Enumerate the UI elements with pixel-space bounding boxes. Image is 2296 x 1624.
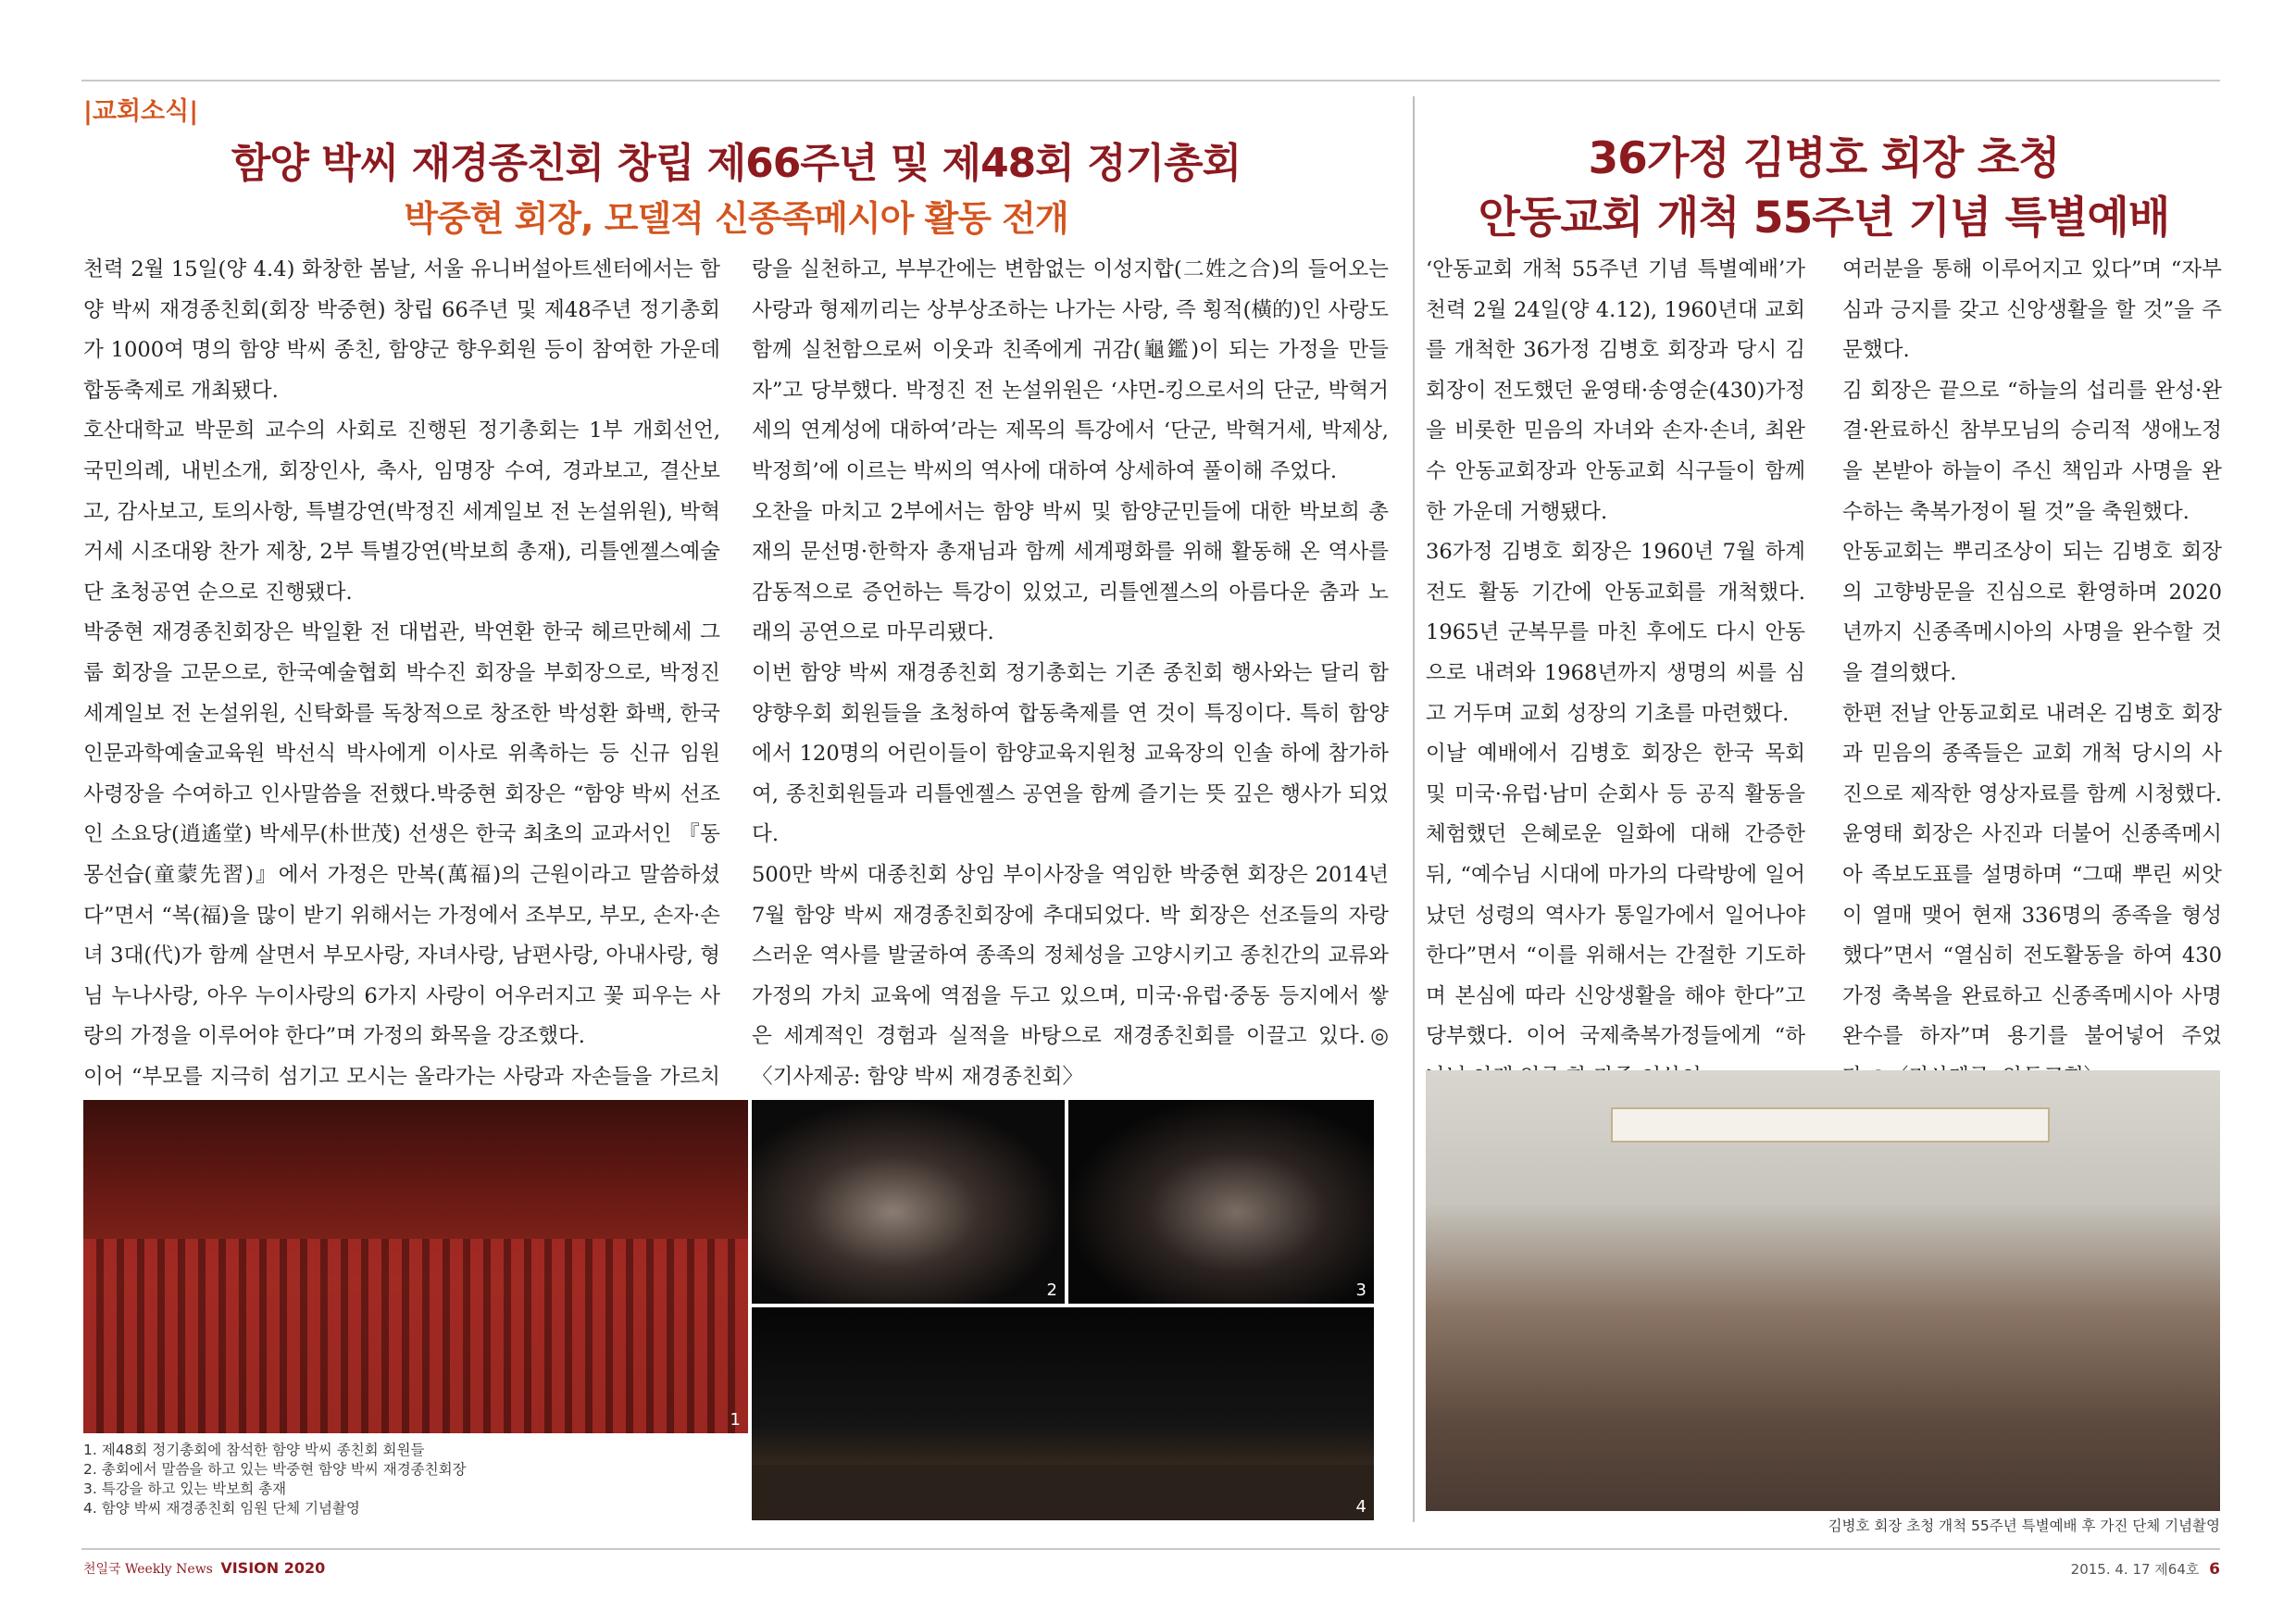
right-article-column-1 [1426, 250, 1805, 1097]
column-divider [1413, 96, 1415, 1522]
church-banner [1611, 1107, 2050, 1143]
paragraph: 이어 “부모를 지극히 섬기고 모시는 올라가는 사랑과 자손들을 가르치 [83, 1064, 720, 1089]
paragraph: 500만 박씨 대종친회 상임 부이사장을 역임한 박중현 회장은 2014년 7월 함양 박씨 재경종친회장에 추대되었다. 박 회장은 선조들의 자랑스러운 역사를 발굴하여 종족의 정체성을 고양시키고 종친간의 교류와 가정의 가치 교육에 역점을 두고 있으며, 미국·유럽·중동 등지에서 쌓은 세계적인 경험과 실적을 바탕으로 재경종친회를 이끌고 있다.◎〈기사제공: 함양 박씨 재경종친회〉 [752, 862, 1389, 1089]
right-article-column-2 [1842, 250, 2222, 1097]
photo-number: 1 [730, 1410, 741, 1430]
left-article-subtitle: 박중현 회장, 모델적 신종족메시아 활동 전개 [404, 198, 1068, 239]
right-article-title [1426, 130, 2222, 248]
photo-number: 3 [1355, 1280, 1366, 1300]
left-article-column-1 [83, 250, 720, 1138]
paragraph: 36가정 김병호 회장은 1960년 7월 하계 전도 활동 기간에 안동교회를 개척했다. 1965년 군복무를 마친 후에도 다시 안동으로 내려와 1968년까지 생명의 씨를 심고 거두며 교회 성장의 기초를 마련했다. [1426, 540, 1805, 726]
caption-line: 4. 함양 박씨 재경종친회 임원 단체 기념촬영 [83, 1500, 360, 1517]
photo-number: 4 [1355, 1497, 1366, 1517]
right-photo-caption: 김병호 회장 초청 개척 55주년 특별예배 후 가진 단체 기념촬영 [1828, 1518, 2220, 1534]
section-label: |교회소식| [83, 97, 199, 126]
right-title-line1: 36가정 김병호 회장 초청 [1588, 133, 2060, 184]
paragraph: 한편 전날 안동교회로 내려온 김병호 회장과 믿음의 종족들은 교회 개척 당시의 사진으로 제작한 영상자료를 함께 시청했다. 윤영태 회장은 사진과 더불어 신종족메시아 족보도표를 설명하며 “그때 뿌린 씨앗이 열매 맺어 현재 336명의 종족을 형성했다”면서 “열심히 전도활동을 하여 430가정 축복을 완료하고 신종족메시아 사명완수를 하자”며 용기를 불어넣어 주었 [1842, 701, 2222, 1049]
footer-issue [2071, 1559, 2220, 1579]
paragraph: 안동교회는 뿌리조상이 되는 김병호 회장의 고향방문을 진심으로 환영하며 2020년까지 신종족메시아의 사명을 완수할 것을 결의했다. [1842, 540, 2222, 685]
caption-line: 3. 특강을 하고 있는 박보희 총재 [83, 1480, 287, 1497]
paragraph: 천력 2월 15일(양 4.4) 화창한 봄날, 서울 유니버설아트센터에서는 함양 박씨 재경종친회(회장 박중현) 창립 66주년 및 제48주년 정기총회가 1000여 명의 함양 박씨 종친, 함양군 향우회원 등이 참여한 가운데 합동축제로 개최됐다. [83, 257, 720, 403]
photo-officers-group [752, 1307, 1374, 1520]
date-issue: 2015. 4. 17 제64호 [2070, 1561, 2200, 1578]
stage-floor [752, 1465, 1374, 1520]
publication-name: 천일국 Weekly News [83, 1562, 213, 1577]
top-rule [81, 80, 2220, 81]
right-title-line2: 안동교회 개척 55주년 기념 특별예배 [1478, 193, 2170, 244]
paragraph: 호산대학교 박문희 교수의 사회로 진행된 정기총회는 1부 개회선언, 국민의례, 내빈소개, 회장인사, 축사, 임명장 수여, 경과보고, 결산보고, 감사보고, 토의사항, 특별강연(박정진 세계일보 전 논설위원), 박혁거세 시조대왕 찬가 제창, 2부 특별강연(박보희 총재), 리틀엔젤스예술단 초청공연 순으로 진행됐다. [83, 418, 720, 605]
paragraph: 김 회장은 끝으로 “하늘의 섭리를 완성·완결·완료하신 참부모님의 승리적 생애노정을 본받아 하늘이 주신 책임과 사명을 완수하는 축복가정이 될 것”을 축원했다. [1842, 378, 2222, 524]
paragraph: 이날 예배에서 김병호 회장은 한국 목회 및 미국·유럽·남미 순회사 등 공직 활동을 체험했던 은혜로운 일화에 대해 간증한 뒤, “예수님 시대에 마가의 다락방에 일어났던 성령의 역사가 통일가에서 일어나야 한다”면서 “이를 위해서는 간절한 기도하며 본심에 따라 신앙생활을 해야 한다”고 당부했다. 이어 국제축복가정들에게 “하 [1426, 742, 1805, 1049]
photo-number: 2 [1046, 1280, 1057, 1300]
caption-line: 2. 총회에서 말씀을 하고 있는 박중현 함양 박씨 재경종친회장 [83, 1461, 467, 1478]
left-photo-captions [83, 1441, 750, 1518]
paragraph: 오찬을 마치고 2부에서는 함양 박씨 및 함양군민들에 대한 박보희 총재의 문선명·한학자 총재님과 함께 세계평화를 위해 활동해 온 역사를 감동적으로 증언하는 특강이 있었고, 리틀엔젤스의 아름다운 춤과 노래의 공연으로 마무리됐다. [752, 499, 1389, 645]
audience-seats [83, 1239, 748, 1433]
bottom-rule [81, 1548, 2220, 1550]
caption-line: 1. 제48회 정기총회에 참석한 함양 박씨 종친회 회원들 [83, 1442, 425, 1458]
paragraph: ‘안동교회 개척 55주년 기념 특별예배’가 천력 2월 24일(양 4.12), 1960년대 교회를 개척한 36가정 김병호 회장과 당시 김 회장이 전도했던 윤영태·송영순(430)가정을 비롯한 믿음의 자녀와 손자·손녀, 최완수 안동교회장과 안동교회 식구들이 함께 한 가운데 거행됐다. [1426, 257, 1805, 524]
paragraph: 이번 함양 박씨 재경종친회 정기총회는 기존 종친회 행사와는 달리 함양향우회 회원들을 초청하여 합동축제를 연 것이 특징이다. 특히 함양에서 120명의 어린이들이 함양교육지원청 교육장의 인솔 하에 참가하여, 종친회원들과 리틀엔젤스 공연을 함께 즐기는 뜻 깊은 행사가 되었다. [752, 660, 1389, 847]
photo-auditorium-audience [83, 1100, 748, 1433]
photo-church-group [1426, 1070, 2220, 1511]
photo-special-lecture [1068, 1100, 1374, 1304]
brand-name: VISION 2020 [220, 1559, 326, 1577]
footer-publication [83, 1559, 325, 1578]
page-number: 6 [2209, 1560, 2220, 1579]
paragraph: 박중현 재경종친회장은 박일환 전 대법관, 박연환 한국 헤르만헤세 그룹 회장을 고문으로, 한국예술협회 박수진 회장을 부회장으로, 박정진 세계일보 전 논설위원, 신탁화를 독창적으로 창조한 박성환 화백, 한국인문과학예술교육원 박선식 박사에게 이사로 위촉하는 등 신규 임원 사령장을 수여하고 인사말씀을 전했다.박중현 회장은 “함양 박씨 선조인 소요당(逍遙堂) 박세무(朴世茂) 선생은 한국 최초의 교과서인 『동몽선습(童蒙先習)』에서 가정은 만복(萬福)의 근원이라고 말씀하셨다”면서 “복(福)을 많이 받기 위해서는 가정에서 조부모, 부모, 손자·손녀 3대(代)가 함께 살면서 부모사랑, 자녀사랑, 남편사랑, 아내사랑, 형님 누나사랑, 아우 누이사랑의 6가지 사랑이 어우러지고 꽃 피우는 사랑의 가정을 이루어야 한다”며 가정의 화목을 강조했다. [83, 620, 720, 1049]
left-article-column-2 [752, 250, 1389, 1097]
paragraph: 여러분을 통해 이루어지고 있다”며 “자부심과 긍지를 갖고 신앙생활을 할 것”을 주문했다. [1842, 257, 2222, 363]
left-article-title: 함양 박씨 재경종친회 창립 제66주년 및 제48회 정기총회 [231, 140, 1242, 187]
paragraph: 랑을 실천하고, 부부간에는 변함없는 이성지합(二姓之合)의 들어오는 사랑과 형제끼리는 상부상조하는 나가는 사랑, 즉 횡적(橫的)인 사랑도 함께 실천함으로써 이웃과 친족에게 귀감(龜鑑)이 되는 가정을 만들자”고 당부했다. 박정진 전 논설위원은 ‘샤먼-킹으로서의 단군, 박혁거세의 연계성에 대하여’라는 제목의 특강에서 ‘단군, 박혁거세, 박제상, 박정희’에 이르는 박씨의 역사에 대하여 상세하여 풀이해 주었다. [752, 257, 1389, 483]
photo-chairman-speech [752, 1100, 1065, 1304]
